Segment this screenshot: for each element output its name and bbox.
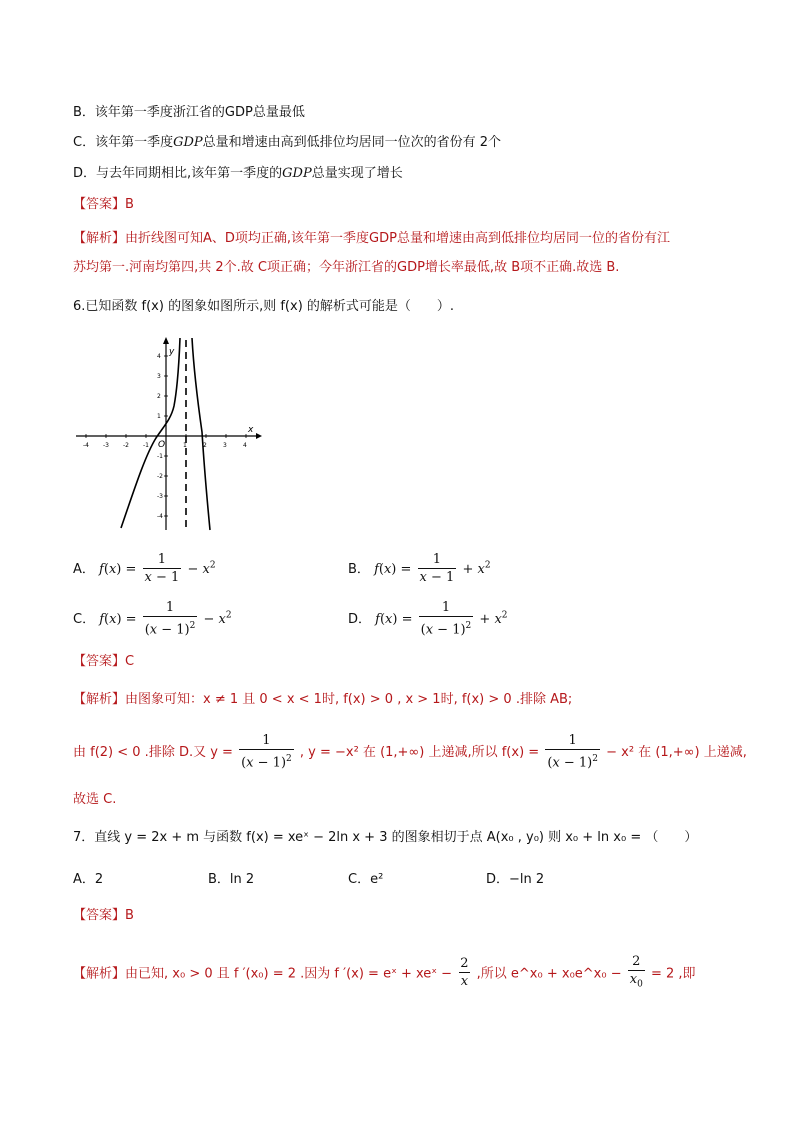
x-tick-label: -1: [143, 442, 149, 449]
y-axis-label: y: [169, 347, 175, 357]
q6-option-b: B． f(x) = $\frac{1}{x - 1}$ + $x^2$: [348, 552, 491, 585]
q5-option-d-text2: 总量实现了增长: [311, 166, 403, 181]
q6-option-a: A． f(x) = $\frac{1}{x - 1}$ − $x^2$: [73, 552, 216, 585]
x-tick-label: 1: [183, 442, 187, 449]
y-axis-arrow: [163, 337, 169, 344]
y-tick-label: 4: [157, 353, 161, 360]
explanation-tag: 【解析】: [73, 966, 126, 982]
q6-option-c: C． f(x) = $\frac{1}{(x - 1)^2}$ − $x^2$: [73, 600, 232, 638]
answer-tag: 【答案】: [73, 908, 126, 923]
x-tick-label: -4: [83, 442, 89, 449]
answer-value: B: [125, 197, 134, 212]
explanation-text-b: , y = −x² 在 (1,+∞) 上递减,所以 f(x) =: [299, 745, 540, 761]
x-tick-label: -3: [103, 442, 109, 449]
option-a-label: A．: [73, 562, 95, 577]
q6-option-d: D． f(x) = $\frac{1}{(x - 1)^2}$ + $x^2$: [348, 600, 508, 638]
y-tick-label: 3: [157, 373, 161, 380]
explanation-text-b: ,所以 e^x₀ + x₀e^x₀ −: [476, 966, 622, 982]
q5-option-d-text: D．与去年同期相比,该年第一季度的: [73, 166, 283, 181]
q6-explanation-line1: [73, 690, 572, 710]
q5-option-c-gdp: GDP: [173, 135, 203, 150]
x-tick-label: 4: [243, 442, 247, 449]
y-tick-label: 2: [157, 393, 161, 400]
q7-option-b: B．ln 2: [208, 872, 255, 887]
q5-option-c: [73, 133, 501, 153]
y-tick-label: -1: [157, 453, 163, 460]
left-branch-curve: [121, 338, 180, 528]
option-b-label: B．: [348, 562, 370, 577]
right-branch-curve: [192, 338, 210, 530]
q7-stem: 7．直线 y = 2x + m 与函数 f(x) = xeˣ − 2ln x + 3 的图象相切于点 A(x₀ , y₀) 则 x₀ + ln x₀ = （ ）: [73, 830, 698, 845]
q5-option-d-gdp: GDP: [282, 166, 312, 181]
explanation-tag: 【解析】: [73, 692, 126, 707]
q5-explanation-line2: 苏均第一.河南均第四,共 2个.故 C项正确；今年浙江省的GDP增长率最低,故 B项不正确.故选 B.: [73, 260, 620, 275]
explanation-text-c: − x² 在 (1,+∞) 上递减,: [606, 745, 747, 761]
option-d-label: D．: [348, 612, 372, 628]
q7-explanation-line1: 【解析】由已知, x₀ > 0 且 f ′(x₀) = 2 .因为 f ′(x) = eˣ + xeˣ − $\frac{2}{x}$ ,所以 e^x₀ + x₀e^x₀ − $\frac{2}{x_0}$ = 2 ,即: [73, 954, 696, 994]
explanation-text-a: 由 f(2) < 0 .排除 D.又 y =: [73, 745, 233, 761]
x-tick-label: 2: [203, 442, 207, 449]
answer-tag: 【答案】: [73, 654, 126, 669]
option-c-label: C．: [73, 612, 96, 628]
q5-option-c-text: C．该年第一季度: [73, 135, 174, 150]
q5-option-b: B．该年第一季度浙江省的GDP总量最低: [73, 105, 305, 120]
q6-stem: 6.已知函数 f(x) 的图象如图所示,则 f(x) 的解析式可能是（ ）.: [73, 299, 455, 314]
answer-value: C: [125, 654, 135, 669]
q7-option-c: C．e²: [348, 872, 384, 887]
answer-value: B: [125, 908, 134, 923]
q7-option-a: A．2: [73, 872, 104, 887]
q5-answer: [73, 195, 134, 215]
y-tick-label: -4: [157, 513, 163, 520]
x-axis-arrow: [256, 433, 262, 439]
y-tick-label: -3: [157, 493, 163, 500]
x-tick-label: -2: [123, 442, 129, 449]
q7-option-d: D．−ln 2: [486, 872, 545, 887]
explanation-tag: 【解析】: [73, 231, 126, 246]
explanation-text-c: = 2 ,即: [650, 966, 696, 982]
q7-answer: [73, 906, 134, 926]
x-tick-label: 3: [223, 442, 227, 449]
explanation-text: 由图象可知：x ≠ 1 且 0 < x < 1时, f(x) > 0 , x > 1时, f(x) > 0 .排除 AB;: [125, 692, 573, 707]
explanation-text: 由已知, x₀ > 0 且 f ′(x₀) = 2 .因为 f ′(x) = eˣ + xeˣ −: [125, 966, 453, 982]
q5-option-d: [73, 164, 403, 184]
origin-label: O: [158, 440, 166, 450]
q5-option-c-text2: 总量和增速由高到低排位均居同一位次的省份有 2个: [202, 135, 502, 150]
q6-explanation-line3: 故选 C.: [73, 792, 117, 807]
y-tick-label: 1: [157, 413, 161, 420]
q6-explanation-line2: 由 f(2) < 0 .排除 D.又 y = $\frac{1}{(x - 1)^2}$ , y = −x² 在 (1,+∞) 上递减,所以 f(x) = $\frac{1}{(x - 1)^2}$ − x² 在 (1,+∞) 上递减,: [73, 733, 747, 771]
explanation-text: 由折线图可知A、D项均正确,该年第一季度GDP总量和增速由高到低排位均居同一位的省份有江: [125, 231, 670, 246]
function-graph: [76, 334, 262, 534]
q5-explanation-line1: [73, 229, 670, 249]
q6-answer: [73, 652, 134, 672]
x-axis-label: x: [248, 425, 254, 435]
answer-tag: 【答案】: [73, 197, 126, 212]
y-tick-label: -2: [157, 473, 163, 480]
